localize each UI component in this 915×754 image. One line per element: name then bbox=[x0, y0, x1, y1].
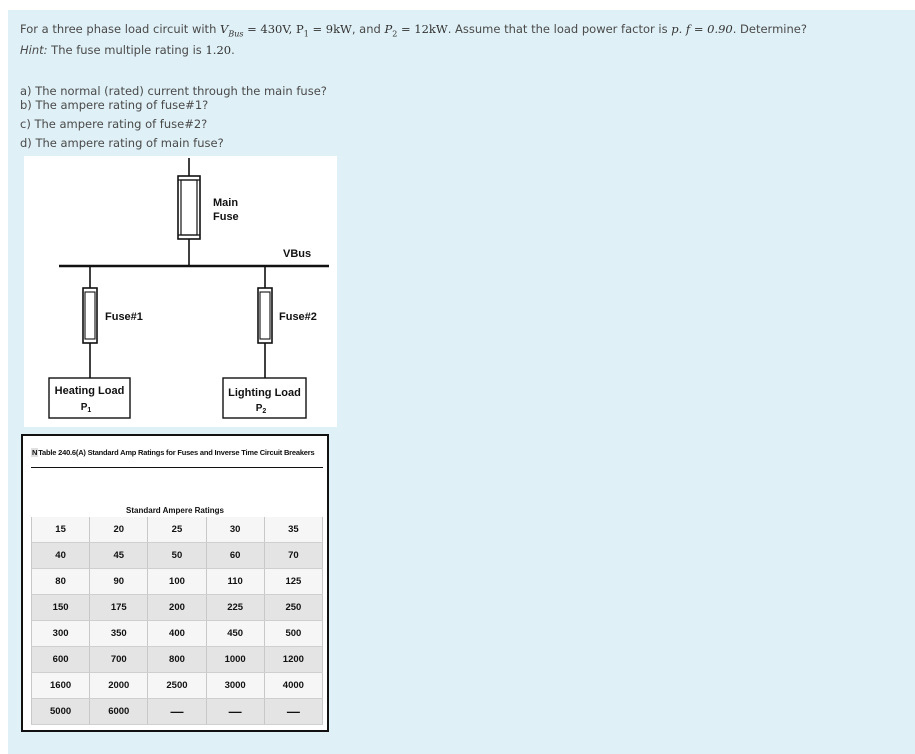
table-cell: 200 bbox=[148, 595, 206, 621]
table-cell: 50 bbox=[148, 543, 206, 569]
heating-load-label: Heating Load bbox=[54, 385, 125, 397]
table-cell: 150 bbox=[32, 595, 90, 621]
table-cell: 600 bbox=[32, 647, 90, 673]
table-cell: 700 bbox=[90, 647, 148, 673]
circuit-diagram bbox=[24, 156, 337, 427]
part-c: c) The ampere rating of fuse#2? bbox=[20, 117, 208, 131]
table-cell: 300 bbox=[32, 621, 90, 647]
fuse1-label: Fuse#1 bbox=[105, 311, 143, 323]
table-cell: 1600 bbox=[32, 673, 90, 699]
table-row bbox=[32, 569, 323, 595]
table-cell: 350 bbox=[90, 621, 148, 647]
table-cell: 40 bbox=[32, 543, 90, 569]
table-cell: 125 bbox=[264, 569, 322, 595]
fuse2-label: Fuse#2 bbox=[279, 311, 317, 323]
table-cell: 1200 bbox=[264, 647, 322, 673]
table-cell: — bbox=[206, 699, 264, 725]
lighting-load-p2: $P_2$ bbox=[255, 403, 267, 415]
vbus-label: VBus bbox=[283, 248, 312, 260]
table-cell: 20 bbox=[90, 517, 148, 543]
ampere-ratings-table-figure bbox=[21, 434, 329, 732]
table-cell: — bbox=[148, 699, 206, 725]
table-header: Standard Ampere Ratings bbox=[126, 506, 224, 515]
table-cell: 4000 bbox=[264, 673, 322, 699]
part-d: d) The ampere rating of main fuse? bbox=[20, 136, 224, 150]
heating-load-p1: $P_1$ bbox=[80, 402, 92, 414]
table-cell: 2000 bbox=[90, 673, 148, 699]
table-row bbox=[32, 673, 323, 699]
hint-line: Hint: The fuse multiple rating is 1.20. bbox=[20, 43, 235, 57]
lighting-load-label: Lighting Load bbox=[228, 387, 301, 399]
table-cell: 3000 bbox=[206, 673, 264, 699]
table-cell: 400 bbox=[148, 621, 206, 647]
table-row bbox=[32, 517, 323, 543]
table-cell: 1000 bbox=[206, 647, 264, 673]
main-fuse-label-2: Fuse bbox=[213, 211, 239, 223]
table-cell: 80 bbox=[32, 569, 90, 595]
table-cell: 6000 bbox=[90, 699, 148, 725]
table-cell: 35 bbox=[264, 517, 322, 543]
question-statement: For a three phase load circuit with $V_{Bus} = 430V$, $P_1 = 9kW$, and $P_2 = 12kW$. Assume that the load power factor is p. f = 0.90. Determine? bbox=[20, 22, 807, 39]
table-cell: 30 bbox=[206, 517, 264, 543]
table-cell: 250 bbox=[264, 595, 322, 621]
table-cell: 450 bbox=[206, 621, 264, 647]
table-row bbox=[32, 621, 323, 647]
table-cell: 25 bbox=[148, 517, 206, 543]
table-row bbox=[32, 595, 323, 621]
table-title: NTable 240.6(A) Standard Amp Ratings for Fuses and Inverse Time Circuit Breakers bbox=[32, 448, 315, 457]
table-cell: 15 bbox=[32, 517, 90, 543]
table-cell: 500 bbox=[264, 621, 322, 647]
table-cell: 5000 bbox=[32, 699, 90, 725]
table-row bbox=[32, 699, 323, 725]
table-cell: 175 bbox=[90, 595, 148, 621]
table-cell: 110 bbox=[206, 569, 264, 595]
table-title-rule bbox=[31, 467, 323, 468]
table-cell: 2500 bbox=[148, 673, 206, 699]
table-cell: 100 bbox=[148, 569, 206, 595]
part-a: a) The normal (rated) current through the main fuse? bbox=[20, 84, 327, 98]
table-cell: 800 bbox=[148, 647, 206, 673]
part-b: b) The ampere rating of fuse#1? bbox=[20, 98, 209, 112]
table-row bbox=[32, 543, 323, 569]
table-cell: 45 bbox=[90, 543, 148, 569]
ratings-grid bbox=[31, 517, 323, 725]
table-cell: 90 bbox=[90, 569, 148, 595]
table-cell: — bbox=[264, 699, 322, 725]
main-fuse-label: Main bbox=[213, 197, 239, 209]
table-cell: 225 bbox=[206, 595, 264, 621]
table-cell: 70 bbox=[264, 543, 322, 569]
table-cell: 60 bbox=[206, 543, 264, 569]
table-row bbox=[32, 647, 323, 673]
